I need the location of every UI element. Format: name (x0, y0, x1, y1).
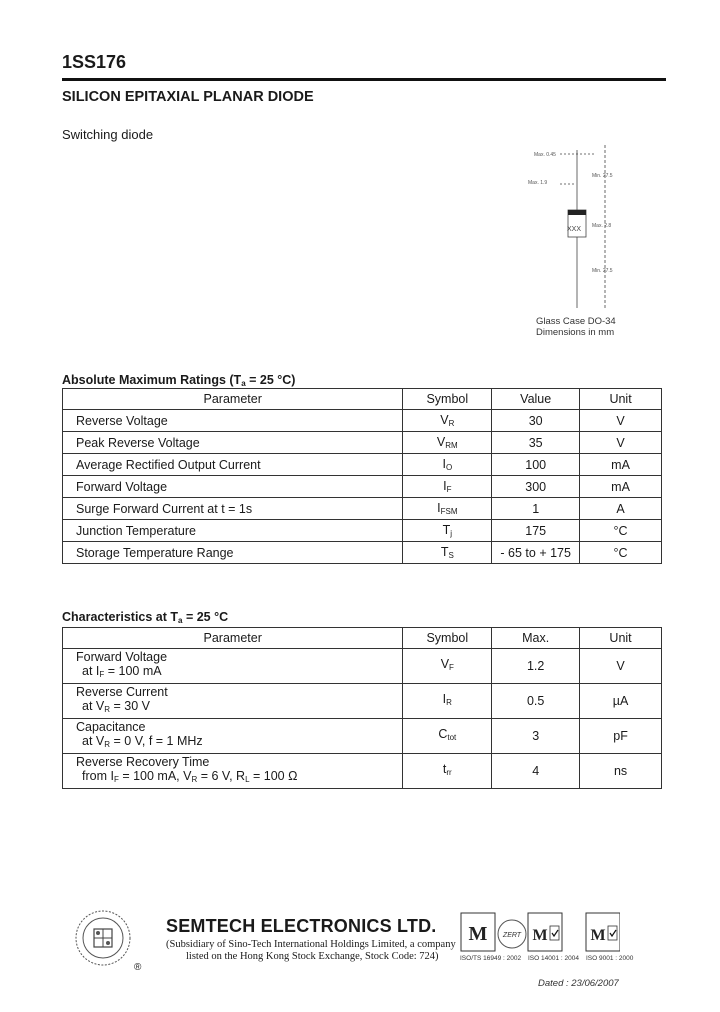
value-cell: 1 (492, 498, 580, 520)
dim-label: Max. 1.9 (528, 180, 548, 186)
symbol-cell: $C_{tot}$ (403, 719, 492, 754)
col-header: Parameter (63, 628, 403, 649)
param-cell: Peak Reverse Voltage (63, 432, 403, 454)
table-row (63, 410, 662, 432)
value-cell: 300 (492, 476, 580, 498)
unit-cell: mA (580, 454, 662, 476)
unit-cell: V (580, 410, 662, 432)
svg-text:M: M (468, 923, 488, 945)
symbol-cell: $V_{RM}$ (403, 432, 492, 454)
symbol-cell: $I_O$ (403, 454, 492, 476)
svg-text:M: M (532, 927, 548, 944)
symbol-cell: $V_F$ (403, 649, 492, 684)
table-row (63, 520, 662, 542)
unit-cell: V (580, 649, 662, 684)
page-title: SILICON EPITAXIAL PLANAR DIODE (62, 89, 314, 105)
svg-text:M: M (590, 927, 606, 944)
value-cell: 1.2 (492, 649, 580, 684)
abs-max-table (62, 388, 662, 564)
dated-text: Dated : 23/06/2007 (538, 978, 619, 989)
param-cell: Reverse Current at $V_R = 30$ V (63, 684, 403, 719)
dim-label: Min. 27.5 (592, 268, 613, 274)
table-row (63, 432, 662, 454)
symbol-cell: $T_S$ (403, 542, 492, 564)
value-cell: 30 (492, 410, 580, 432)
chars-table (62, 627, 662, 789)
header-rule (62, 78, 666, 81)
dim-label: Max. 0.45 (534, 152, 556, 158)
registered-mark: ® (134, 962, 142, 973)
col-header: Max. (492, 628, 580, 649)
param-cell: Surge Forward Current at t = 1s (63, 498, 403, 520)
value-cell: 100 (492, 454, 580, 476)
col-header: Symbol (403, 628, 492, 649)
param-cell: Forward Voltage at $I_F = 100$ mA (63, 649, 403, 684)
unit-cell: pF (580, 719, 662, 754)
cert-caption: ISO/TS 16949 : 2002 (460, 955, 522, 962)
table-header-row (63, 389, 662, 410)
param-cell: Capacitance at $V_R = 0$ V, f = 1 MHz (63, 719, 403, 754)
param-cell: Forward Voltage (63, 476, 403, 498)
semtech-logo (74, 908, 132, 968)
param-cell: Reverse Voltage (63, 410, 403, 432)
value-cell: 3 (492, 719, 580, 754)
dim-label: Min. 27.5 (592, 173, 613, 179)
table-row (63, 684, 662, 719)
description: Switching diode (62, 127, 154, 142)
symbol-cell: $I_R$ (403, 684, 492, 719)
cathode-band (568, 210, 586, 215)
marking-text: XXX (567, 226, 582, 233)
param-cell: Average Rectified Output Current (63, 454, 403, 476)
table-row (63, 498, 662, 520)
value-cell: 175 (492, 520, 580, 542)
dim-label: Max. 2.8 (592, 223, 612, 229)
symbol-cell: $T_j$ (403, 520, 492, 542)
value-cell: 4 (492, 754, 580, 789)
unit-cell: °C (580, 542, 662, 564)
table-row (63, 454, 662, 476)
cert-caption: ISO 9001 : 2000 (586, 955, 634, 962)
table-row (63, 476, 662, 498)
value-cell: - 65 to + 175 (492, 542, 580, 564)
unit-cell: mA (580, 476, 662, 498)
symbol-cell: $I_{FSM}$ (403, 498, 492, 520)
package-drawing (520, 140, 630, 315)
svg-text:ZERT: ZERT (502, 932, 522, 939)
unit-cell: V (580, 432, 662, 454)
value-cell: 0.5 (492, 684, 580, 719)
param-cell: Reverse Recovery Time from $I_F = 100$ mA, $V_R = 6$ V, $R_L = 100$ Ω (63, 754, 403, 789)
table-header-row (63, 628, 662, 649)
table-row (63, 719, 662, 754)
table-row (63, 542, 662, 564)
unit-cell: °C (580, 520, 662, 542)
symbol-cell: $I_F$ (403, 476, 492, 498)
col-header: Symbol (403, 389, 492, 410)
col-header: Parameter (63, 389, 403, 410)
unit-cell: µA (580, 684, 662, 719)
symbol-cell: $V_R$ (403, 410, 492, 432)
param-cell: Junction Temperature (63, 520, 403, 542)
col-header: Unit (580, 628, 662, 649)
chars-title: Characteristics at $T_a = 25$ °C (62, 610, 229, 625)
unit-cell: A (580, 498, 662, 520)
package-caption: Glass Case DO-34 Dimensions in mm (536, 316, 616, 338)
company-name: SEMTECH ELECTRONICS LTD. (166, 916, 437, 936)
certification-logos (460, 912, 620, 954)
col-header: Value (492, 389, 580, 410)
symbol-cell: $t_{rr}$ (403, 754, 492, 789)
subsidiary-text: (Subsidiary of Sino-Tech International Holdings Limited, a company (166, 939, 456, 950)
listing-text: listed on the Hong Kong Stock Exchange, Stock Code: 724) (186, 951, 439, 962)
table-row (63, 754, 662, 789)
unit-cell: ns (580, 754, 662, 789)
abs-max-title: Absolute Maximum Ratings ($T_a = 25$ °C) (62, 373, 296, 388)
param-cell: Storage Temperature Range (63, 542, 403, 564)
col-header: Unit (580, 389, 662, 410)
value-cell: 35 (492, 432, 580, 454)
table-row (63, 649, 662, 684)
cert-caption: ISO 14001 : 2004 (528, 955, 579, 962)
part-number: 1SS176 (62, 52, 127, 72)
